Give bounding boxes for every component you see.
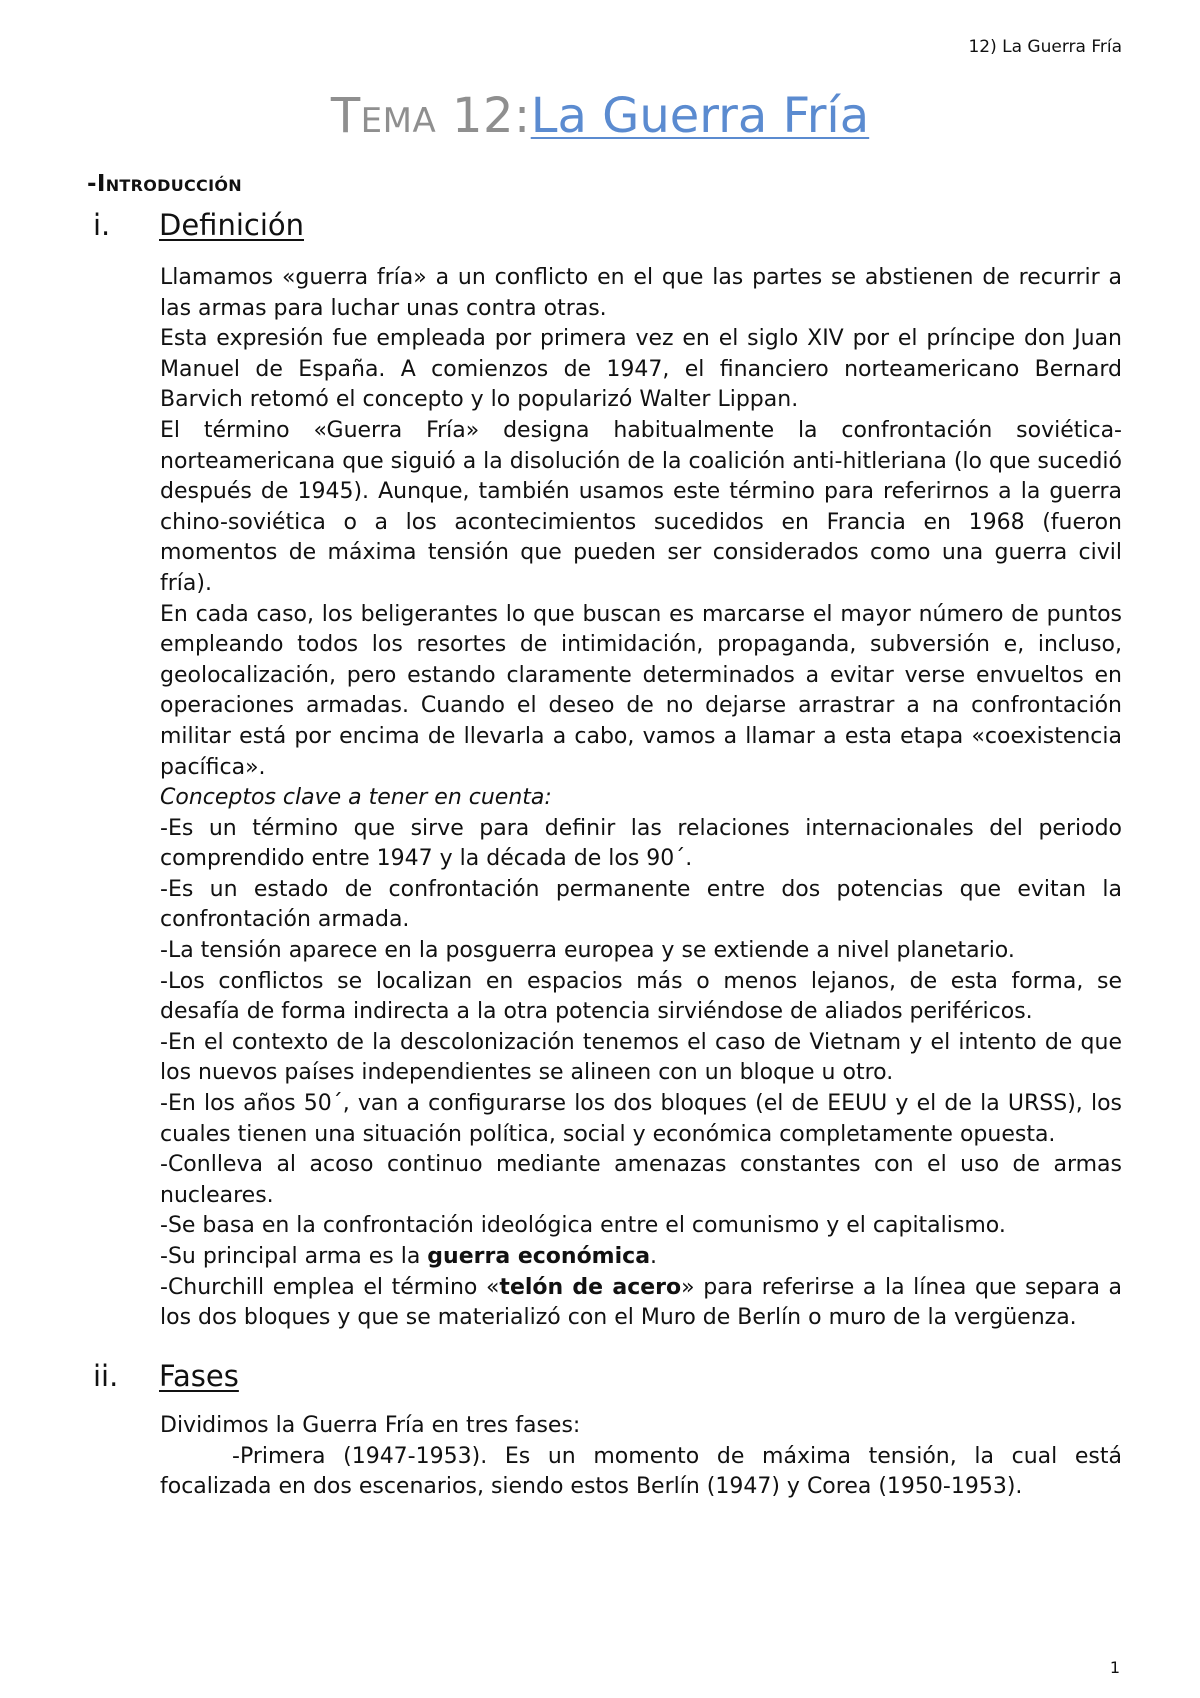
concept-9-text: -Su principal arma es la (160, 1244, 428, 1269)
title-main: La Guerra Fría (530, 88, 870, 144)
paragraph-2: Esta expresión fue empleada por primera vez en el siglo XIV por el príncipe don Juan Manuel de España. A comienzos de 1947, el financiero norteamericano Bernard Barvich retomó el concepto y lo popularizó Walter Lippan. (160, 326, 1122, 413)
subsection-heading-definicion (93, 207, 304, 243)
concept-9-emphasis: guerra económica (427, 1244, 651, 1269)
subsection-number: ii. (93, 1359, 119, 1393)
paragraph-4: En cada caso, los beligerantes lo que buscan es marcarse el mayor número de puntos empleando todos los resortes de intimidación, propaganda, subversión e, incluso, geolocalización, pero estando claramente determinados a evitar verse envueltos en operaciones armadas. Cuando el deseo de no dejarse arrastrar a na confrontación militar está por encima de llevarla a cabo, vamos a llamar a esta etapa «coexistencia pacífica». (160, 601, 1122, 780)
concept-10-text: -Churchill emplea el término « (160, 1274, 500, 1300)
concepts-label: Conceptos clave a tener en cuenta: (160, 785, 552, 811)
paragraph-1: Llamamos «guerra fría» a un conflicto en el que las partes se abstienen de recurrir a las armas para luchar unas contra otras. (160, 265, 1122, 321)
section-heading-introduccion: -Introducción (87, 171, 242, 197)
concept-10 (160, 1273, 1122, 1334)
concept-6: -En los años 50´, van a configurarse los dos bloques (el de EEUU y el de la URSS), los cuales tienen una situación política, social y económica completamente opuesta. (160, 1091, 1122, 1147)
page-number: 1 (1109, 1658, 1120, 1677)
definition-body (160, 263, 1122, 1334)
concept-2: -Es un estado de confrontación permanente entre dos potencias que evitan la confrontación armada. (160, 876, 1122, 933)
concept-7: -Conlleva al acoso continuo mediante amenazas constantes con el uso de armas nucleares. (160, 1152, 1122, 1208)
subsection-label: Fases (159, 1359, 239, 1393)
concept-9 (160, 1242, 1122, 1273)
subsection-label: Definición (159, 208, 304, 242)
concept-10-emphasis: telón de acero (499, 1274, 682, 1300)
title-prefix: Tema 12: (330, 88, 531, 144)
subsection-number: i. (93, 208, 111, 242)
concept-3: -La tensión aparece en la posguerra europea y se extiende a nivel planetario. (160, 938, 1015, 964)
concept-9-end: . (650, 1244, 658, 1269)
subsection-heading-fases (93, 1358, 239, 1394)
phases-body (160, 1411, 1122, 1503)
phases-intro: Dividimos la Guerra Fría en tres fases: (160, 1413, 581, 1438)
concept-1: -Es un término que sirve para definir las relaciones internacionales del periodo comprendido entre 1947 y la década de los 90´. (160, 815, 1122, 872)
concept-4: -Los conflictos se localizan en espacios más o menos lejanos, de esta forma, se desafía de forma indirecta a la otra potencia sirviéndose de aliados periféricos. (160, 968, 1122, 1025)
phase-1: -Primera (1947-1953). Es un momento de máxima tensión, la cual está focalizada en dos escenarios, siendo estos Berlín (1947) y Corea (1950-1953). (160, 1443, 1122, 1500)
concept-8: -Se basa en la confrontación ideológica entre el comunismo y el capitalismo. (160, 1213, 1006, 1239)
paragraph-3: El término «Guerra Fría» designa habitualmente la confrontación soviética-norteamericana que siguió a la disolución de la coalición anti-hitleriana (lo que sucedió después de 1945). Aunque, también usamos este término para referirnos a la guerra chino-soviética o a los acontecimientos sucedidos en Francia en 1968 (fueron momentos de máxima tensión que pueden ser considerados como una guerra civil fría). (160, 417, 1123, 596)
concept-10-end: » para referirse a la línea que separa a los dos bloques y que se materializó con el Muro de Berlín o muro de la vergüenza. (160, 1274, 1123, 1331)
concept-5: -En el contexto de la descolonización tenemos el caso de Vietnam y el intento de que los nuevos países independientes se alineen con un bloque u otro. (160, 1029, 1122, 1086)
running-header: 12) La Guerra Fría (968, 37, 1122, 57)
document-title (0, 86, 1200, 146)
